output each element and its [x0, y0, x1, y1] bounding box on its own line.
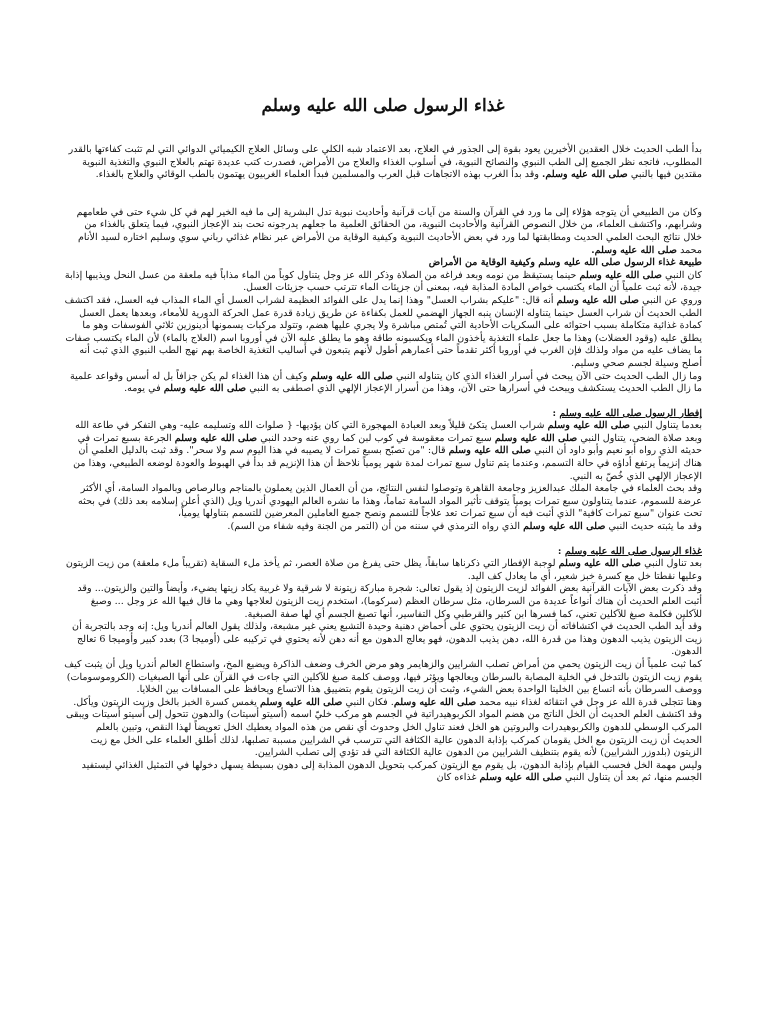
spacer	[64, 182, 702, 207]
section2-paragraph-1	[64, 420, 702, 483]
salawat-bold: صلى الله عليه وسلم	[547, 420, 631, 432]
text: غذاءه كان	[436, 772, 477, 784]
text: وقد بدأ الغرب بهذه الاتجاهات قبل العرب والمسلمين فبدأ العلماء الغربيون يهتمون بالطب الوقائي والعلاج بالغذاء.	[95, 169, 539, 181]
text: كان النبي	[665, 269, 702, 281]
section3-paragraph-1	[64, 558, 702, 583]
salawat-bold: صلى الله عليه وسلم	[448, 445, 532, 457]
text: وروي عن النبي	[642, 294, 702, 306]
heading-colon: :	[552, 407, 560, 419]
text: وقد ما يثبته حديث النبي	[608, 521, 702, 533]
section-heading-breakfast	[64, 408, 702, 421]
section1-paragraph-2	[64, 295, 702, 371]
text: شراب العسل يتكئ قليلاً وبعد العبادة المهجورة التي كان يؤديها- { صلوات الله وتسليمه عليه- وهي التفكر في طاعة الله وبعد صلاة الضحى، يتناول النبي	[75, 420, 702, 444]
intro-paragraph-1	[64, 144, 702, 182]
text: الذي رواه الترمذي في سننه من أن (التمر من الجنة وفيه شفاء من السم).	[227, 521, 520, 533]
section3-paragraph-2: وقد ذكرت بعض الآيات القرآنية بعض الفوائد لزيت الزيتون إذ يقول تعالى: شجرة مباركة زيتونة لا شرقية ولا غربية يكاد زيتها يضيء، وأيضاً والتين والزيتون... وقد أثبت العلم الحديث أن هناك أنواعاً عديدة من السرطان، مثل سرطان العظم (سركوما)، استخدم زيت الزيتون لعلاجها وهي ما قال فيها الله عز وجل ... وصبغ للآكلين فكلمة صبغ للآكلين تعني، كما فسرها ابن كثير والقرطبي وكل التفاسير، أنها تصبغ الجسم أي لها صفة الصبغية.	[77, 583, 702, 620]
text: قال: "من تصبّح بسبع تمرات لا يصيبه في هذا اليوم سم ولا سحر". وقد ثبت بالدليل العلمي أن هناك إنزيماً يرتفع أداؤه في حالة التسمم، وعندما يتم تناول سبع تمرات لمدة شهر يومياً نلاحظ أن هذا الإنزيم قد بدأ في الهبوط والعودة لوضعه الطبيعي، وهذا من الإعجاز الإلهي الذي خُصّ به النبي.	[73, 445, 702, 482]
section-heading-nature: طبيعة غذاء الرسول صلى الله عليه وسلم وكيفية الوقاية من الأمراض	[428, 257, 702, 269]
section3-paragraph-6: وقد اكتشف العلم الحديث أن الخل الناتج من هضم المواد الكربوهيدراتية في الجسم هو مركب خليّ اسمه (أسيتو أسيتات) والدهون تتحول إلى أسيتو أسيتات ويبقى المركب الوسطي للدهون والكربوهيدرات والبروتين هو الخل فعند تناول الخل وحدوث أي نقص من هذه المواد يعطيك الخل تعويضاً لهذا النقص، وتبين بالعلم الحديث أن زيت الزيتون مع الخل يقومان كمركب بإذابة الدهون عالية الكثافة التي تترسب في الشرايين مسببة تصلبها، لذلك أطلق العلماء على الخل مع زيت الزيتون (بلدوزر الشرايين) لأنه يقوم بتنظيف الشرايين من الدهون عالية الكثافة التي قد تؤدي إلى تصلب الشرايين.	[66, 709, 702, 759]
section3-paragraph-4: كما ثبت علمياً أن زيت الزيتون يحمي من أمراض تصلب الشرايين والزهايمر وهو مرض الخرف وضعف الذاكرة ويضيع المخ، واستطاع العالم أندريا ويل أن يثبت كيف يقوم زيت الزيتون بالتدخل في الخلية المصابة بالسرطان ويعالجها ويؤثر فيها، ووصف كلمة صبغ للآكلين التي جاءت في القرآن على أنها الصبغيات (الكروموسومات) ووصف السرطان بأنه اتساع بين الخليتا الواحدة بعض الشيء، وثبت أن زيت الزيتون يقوم بتضييق هذا الاتساع ويحافظ على المسافات بين الخلايا.	[64, 658, 702, 696]
text: حينما يستيقظ من نومه وبعد فراغه من الصلاة وذكر الله عز وجل يتناول كوباً من الماء مذاباً فيه ملعقة من عسل النحل ويذيبها إذابة جيدة، لأنه ثبت علمياً أن الماء يكتسب خواص المادة المذابة فيه، بمعنى أن جزيئات الماء تترتب حسب جزيئات العسل.	[64, 269, 702, 294]
text: . فكان النبي	[345, 696, 394, 708]
salawat-bold: صلى الله عليه وسلم.	[542, 169, 628, 181]
text: وما زال الطب الحديث حتى الآن يبحث في أسرار الغذاء الذي كان يتناوله النبي	[395, 370, 702, 382]
section3-paragraph-3: وقد أيد الطب الحديث في اكتشافاته أن زيت الزيتون يحتوي على أحماض دهنية وحيدة التشبع يعني غير مشبعة، ولذلك يقول العالم أندريا ويل: إنه وجد بالتجربة أن زيت الزيتون يذيب الدهون وهذا من قدرة الله، دهن يذيب الدهون، فهو يعالج الدهون مع أنه دهن لأنه يحتوي في تركيبه على (أوميجا 3) بعدد كبير وأوميجا 6 تعالج الدهون.	[72, 621, 702, 658]
salawat-bold: صلى الله عليه وسلم	[579, 269, 662, 281]
salawat-bold: صلى الله عليه وسلم	[556, 294, 640, 306]
section3-paragraph-7	[64, 760, 702, 785]
section-heading-lunch	[64, 546, 702, 559]
intro-paragraph-2	[64, 207, 702, 257]
salawat-bold: صلى الله عليه وسلم.	[591, 244, 678, 256]
salawat-bold: صلى الله عليه وسلم	[174, 432, 258, 444]
text: بدأ الطب الحديث خلال العقدين الأخيرين يعود بقوة إلى الجذور في العلاج، بعد الاعتماد شبه الكلي على وسائل العلاج الكيميائي الدوائي التي لم تثبت كفاءتها بالقدر المطلوب، فاتجه نظر الجميع إلى الطب النبوي والنصائح النبوية، في أسلوب الغذاء والعلاج من الأمراض، فصدرت كتب عديدة تهتم بالعلاج النبوي والتغذية النبوية مقتدين فيها بالنبي	[68, 144, 702, 181]
section1-paragraph-3	[64, 371, 702, 396]
section1-paragraph-1	[64, 270, 702, 295]
text: لوجبة الإفطار التي ذكرناها سابقاً، يظل حتى يفرغ من صلاة العصر، ثم يأخذ ملء السقاية (تقريباً ملء ملعقة) من زيت الزيتون وعليها نقطتا خل مع كسرة خبز شعير، أي ما يعادل كف اليد.	[65, 558, 702, 582]
heading-text: إفطار الرسول صلى الله عليه وسلم	[559, 407, 702, 419]
text: سبع تمرات معقوسة في كوب لبن كما روي عنه وحدد النبي	[260, 432, 492, 444]
text: الجرعة بسبع تمرات في حديثه الذي رواه أبو نعيم وأبو داود أن النبي	[77, 432, 702, 457]
spacer	[64, 396, 702, 408]
salawat-bold: صلى الله عليه وسلم	[259, 696, 343, 708]
section2-paragraph-3	[64, 521, 702, 534]
text: يغمس كسرة الخبز بالخل وزيت الزيتون ويأكل.	[73, 696, 257, 708]
text: وليس مهمة الخل فحسب القيام بإذابة الدهون، بل يقوم مع الزيتون كمركب بتحويل الدهون المذابة إلى دهون بسيطة يسهل دخولها في التمثيل الغذائي ليستفيد الجسم منها، ثم بعد أن يتناول النبي	[81, 759, 702, 784]
text: بعدما يتناول النبي	[633, 420, 702, 432]
salawat-bold: صلى الله عليه وسلم	[494, 432, 578, 444]
document-title: غذاء الرسول صلى الله عليه وسلم	[261, 96, 505, 116]
salawat-bold: صلى الله عليه وسلم	[310, 370, 393, 382]
heading-colon: :	[557, 545, 565, 557]
text: وكيف أن هذا الغذاء لم يكن جزافاً بل له أسس وقواعد علمية ما زال الطب الحديث يستكشف ويبحث في أسرارها حتى الآن، وهذا من أسرار الإعجاز الإلهي الذي اصطفى به النبي	[69, 370, 702, 395]
salawat-bold: صلى الله عليه وسلم	[523, 521, 606, 533]
text: في يومه.	[124, 383, 161, 395]
spacer	[64, 534, 702, 546]
text: أنه قال: "عليكم بشراب العسل" وهذا إنما يدل على الفوائد العظيمة لشراب العسل أي الماء المذاب فيه العسل، فقد اكتشف الطب الحديث أن شراب العسل حينما يتناوله الإنسان ينبه الجهاز الهضمي للعمل بكفاءة عن طريق زيادة قدرة عمل الحركة الدورية للأمعاء، وبعدها يعمل العسل كمادة غذائية متكاملة بسبب احتوائه على السكريات الأحادية التي تُمتص مباشرة ولا يجري عليها هضم، وتتولد مركبات يسمونها أدينوزين ثلاثي الفوسفات وهو ما يطلق عليه (وقود العضلات) وهذا ما جعل علماء التغذية يأخذون الماء ويكسبونه طاقة وهو ما يطلق عليه الآن في أوروبا اسم (العلاج بالماء) لأن الماء يكتسب صفات ما يضاف عليه من مواد ولذلك فإن الغرب في أوروبا أكثر تقدماً حتى أعمارهم أطول لأنهم يتبعون في أساليب التغذية الخاصة بهم نهج الطب النبوي الذي ثبت أنه أصلح وسيلة لجسم صحي وسليم.	[64, 294, 702, 369]
text: بعد تناول النبي	[644, 558, 702, 570]
salawat-bold: صلى الله عليه وسلم	[163, 383, 247, 395]
salawat-bold: صلى الله عليه وسلم	[393, 696, 477, 708]
salawat-bold: صلى الله عليه وسلم	[479, 772, 562, 784]
text: وكان من الطبيعي أن يتوجه هؤلاء إلى ما ورد في القرآن والسنة من آيات قرآنية وأحاديث نبوية تدل البشرية إلى ما فيه الخير لهم في كل شيء حتى في طعامهم وشرابهم، واكتشف العلماء، من خلال النصوص القرآنية والأحاديث النبوية، من الحقائق العلمية ما جعلهم يدرجونه تحت بند الإعجاز النبوي، فيما يتعلق بالغذاء من خلال نتائج البحث العلمي الحديث ومطابقتها لما ورد في بعض الأحاديث النبوية وكيفية الوقاية من الأمراض عبر نظام غذائي رباني سوي وسليم اختاره لسيد الأنام محمد	[76, 206, 702, 256]
heading-text: غذاء الرسول صلى الله عليه وسلم	[564, 545, 702, 557]
section2-paragraph-2: وقد بحث العلماء في جامعة الملك عبدالعزيز وجامعة القاهرة وتوصلوا لنفس النتائج، من أن العمال الذين يعملون بالمناجم وبالرصاص وبالمواد السامة، أي الأكثر عرضة للسموم، عندما يتناولون سبع تمرات يومياً يتوقف تأثير المواد السامة تماماً، وهذا ما نشره العالم اليهودي أندريا ويل (الذي أعلن إسلامه بعد ذلك) في بحثه تحت عنوان "سبع تمرات كافية" الذي أثبت فيه أن سبع تمرات تعد علاجاً للتسمم ونصح جميع العاملين المعرضين للتسمم بتناولها يومياً،	[78, 483, 702, 520]
section3-paragraph-5	[64, 697, 702, 710]
text: وهنا تتجلى قدرة الله عز وجل في انتقائه لغذاء نبيه محمد	[479, 696, 702, 708]
salawat-bold: صلى الله عليه وسلم	[558, 558, 642, 570]
